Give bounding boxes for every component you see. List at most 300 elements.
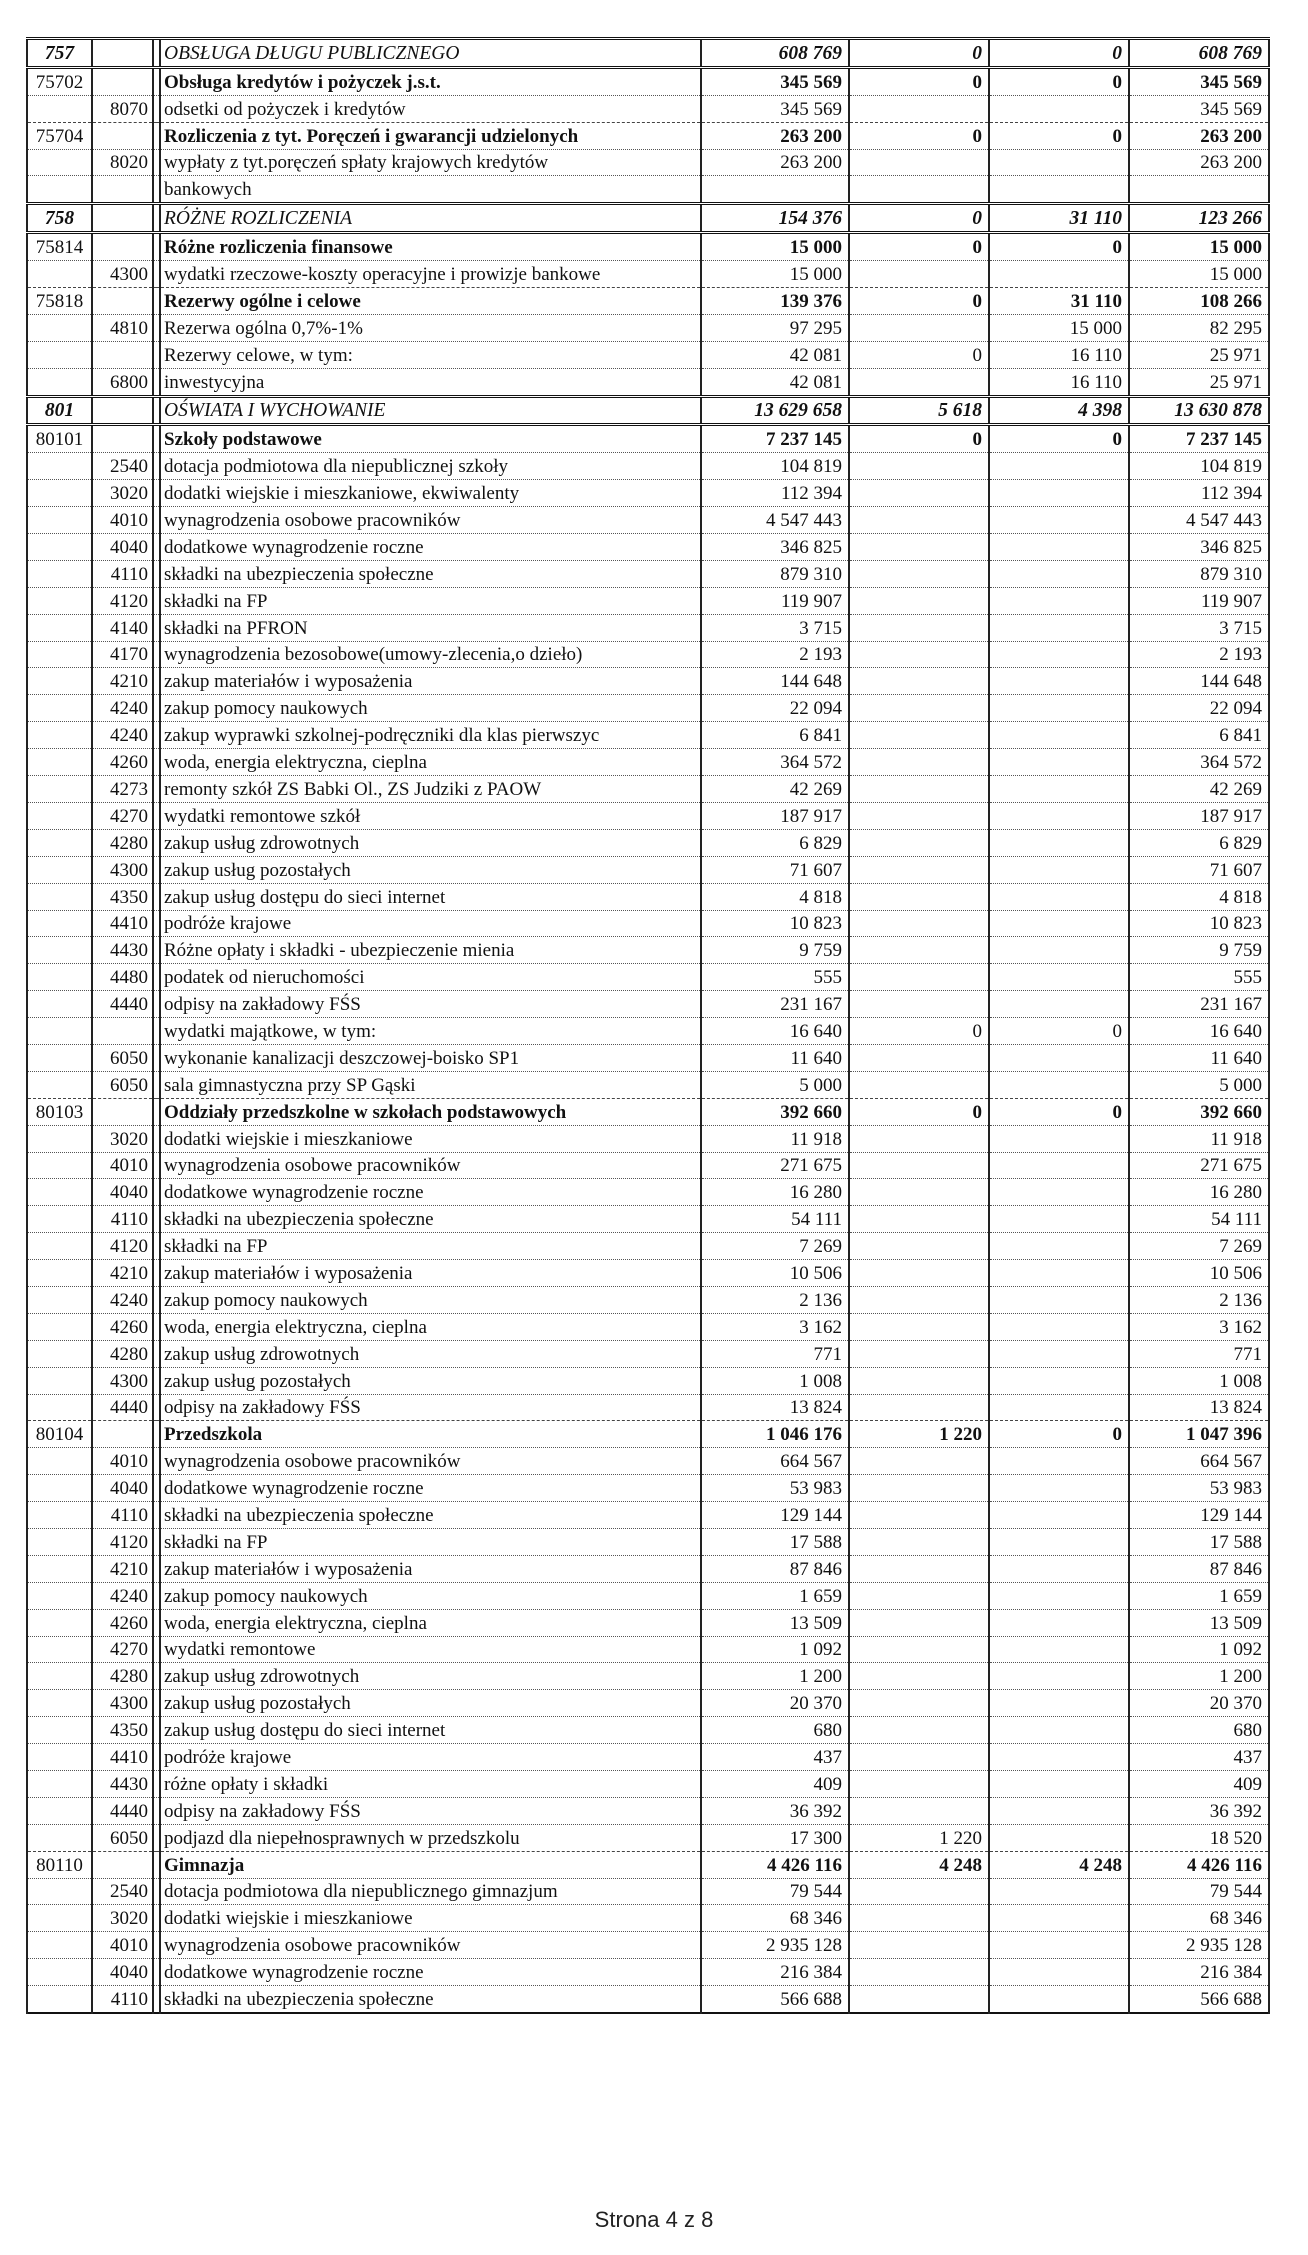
chapter-code — [27, 149, 92, 176]
paragraph-code: 4210 — [92, 668, 153, 695]
chapter-code — [27, 1125, 92, 1152]
plan-amount: 5 000 — [701, 1071, 849, 1098]
plan-amount: 119 907 — [701, 587, 849, 614]
increase-amount — [849, 176, 989, 204]
paragraph-code: 4110 — [92, 1206, 153, 1233]
decrease-amount — [989, 614, 1129, 641]
decrease-amount — [989, 453, 1129, 480]
paragraph-code: 6800 — [92, 368, 153, 396]
increase-amount — [849, 480, 989, 507]
column-divider — [153, 1528, 160, 1555]
paragraph-code — [92, 233, 153, 261]
plan-amount: 112 394 — [701, 480, 849, 507]
column-divider — [153, 425, 160, 453]
paragraph-code: 4040 — [92, 1959, 153, 1986]
increase-amount — [849, 1609, 989, 1636]
amount-after-changes: 187 917 — [1129, 802, 1269, 829]
item-name: odpisy na zakładowy FŚS — [160, 991, 701, 1018]
plan-amount: 566 688 — [701, 1986, 849, 2013]
chapter-code — [27, 261, 92, 288]
item-name: Rezerwy ogólne i celowe — [160, 288, 701, 315]
chapter-code — [27, 480, 92, 507]
amount-after-changes: 263 200 — [1129, 149, 1269, 176]
column-divider — [153, 1018, 160, 1045]
paragraph-code: 4350 — [92, 1717, 153, 1744]
amount-after-changes: 231 167 — [1129, 991, 1269, 1018]
amount-after-changes: 9 759 — [1129, 937, 1269, 964]
increase-amount — [849, 695, 989, 722]
chapter-code — [27, 1717, 92, 1744]
decrease-amount — [989, 910, 1129, 937]
item-name: Różne rozliczenia finansowe — [160, 233, 701, 261]
plan-amount: 187 917 — [701, 802, 849, 829]
decrease-amount — [989, 776, 1129, 803]
item-name: wynagrodzenia osobowe pracowników — [160, 1448, 701, 1475]
amount-after-changes: 271 675 — [1129, 1152, 1269, 1179]
column-divider — [153, 1313, 160, 1340]
plan-amount: 13 509 — [701, 1609, 849, 1636]
chapter-code — [27, 695, 92, 722]
paragraph-code: 4280 — [92, 829, 153, 856]
paragraph-code — [92, 39, 153, 68]
paragraph-code: 4260 — [92, 749, 153, 776]
decrease-amount — [989, 1233, 1129, 1260]
plan-amount: 10 506 — [701, 1260, 849, 1287]
decrease-amount: 0 — [989, 67, 1129, 95]
table-row — [27, 829, 1269, 856]
paragraph-code: 4430 — [92, 1771, 153, 1798]
column-divider — [153, 1125, 160, 1152]
table-row — [27, 1367, 1269, 1394]
chapter-row — [27, 122, 1269, 149]
item-name: różne opłaty i składki — [160, 1771, 701, 1798]
section-row — [27, 39, 1269, 68]
plan-amount: 79 544 — [701, 1878, 849, 1905]
item-name: zakup usług pozostałych — [160, 1690, 701, 1717]
chapter-code — [27, 1394, 92, 1421]
column-divider — [153, 1771, 160, 1798]
paragraph-code: 4273 — [92, 776, 153, 803]
chapter-code — [27, 95, 92, 122]
amount-after-changes: 20 370 — [1129, 1690, 1269, 1717]
increase-amount — [849, 1582, 989, 1609]
plan-amount: 17 300 — [701, 1824, 849, 1851]
chapter-code — [27, 1690, 92, 1717]
decrease-amount — [989, 1986, 1129, 2013]
increase-amount — [849, 1313, 989, 1340]
plan-amount: 42 269 — [701, 776, 849, 803]
decrease-amount — [989, 1717, 1129, 1744]
amount-after-changes: 4 547 443 — [1129, 507, 1269, 534]
chapter-code: 80103 — [27, 1098, 92, 1125]
plan-amount: 4 547 443 — [701, 507, 849, 534]
paragraph-code: 4300 — [92, 856, 153, 883]
chapter-code — [27, 1286, 92, 1313]
amount-after-changes: 10 506 — [1129, 1260, 1269, 1287]
table-row — [27, 1986, 1269, 2013]
chapter-code — [27, 1663, 92, 1690]
column-divider — [153, 1502, 160, 1529]
decrease-amount — [989, 964, 1129, 991]
chapter-code — [27, 1609, 92, 1636]
paragraph-code — [92, 67, 153, 95]
table-row — [27, 722, 1269, 749]
paragraph-code: 4270 — [92, 802, 153, 829]
chapter-code — [27, 368, 92, 396]
chapter-code — [27, 937, 92, 964]
paragraph-code: 4440 — [92, 1797, 153, 1824]
table-row — [27, 176, 1269, 204]
amount-after-changes: 144 648 — [1129, 668, 1269, 695]
amount-after-changes: 13 824 — [1129, 1394, 1269, 1421]
chapter-code — [27, 1771, 92, 1798]
plan-amount — [701, 176, 849, 204]
item-name: inwestycyjna — [160, 368, 701, 396]
column-divider — [153, 1448, 160, 1475]
plan-amount: 54 111 — [701, 1206, 849, 1233]
decrease-amount — [989, 937, 1129, 964]
increase-amount: 0 — [849, 1018, 989, 1045]
increase-amount — [849, 1636, 989, 1663]
item-name: podatek od nieruchomości — [160, 964, 701, 991]
item-name: podjazd dla niepełnosprawnych w przedszkolu — [160, 1824, 701, 1851]
increase-amount — [849, 534, 989, 561]
amount-after-changes: 1 659 — [1129, 1582, 1269, 1609]
increase-amount — [849, 1986, 989, 2013]
plan-amount: 7 269 — [701, 1233, 849, 1260]
amount-after-changes: 54 111 — [1129, 1206, 1269, 1233]
paragraph-code: 6050 — [92, 1824, 153, 1851]
item-name: zakup pomocy naukowych — [160, 1286, 701, 1313]
item-name: Różne opłaty i składki - ubezpieczenie mienia — [160, 937, 701, 964]
chapter-code — [27, 1071, 92, 1098]
plan-amount: 154 376 — [701, 204, 849, 233]
chapter-code — [27, 883, 92, 910]
table-row — [27, 1663, 1269, 1690]
budget-table-body — [27, 39, 1269, 2014]
decrease-amount: 0 — [989, 122, 1129, 149]
increase-amount — [849, 95, 989, 122]
table-row — [27, 1878, 1269, 1905]
decrease-amount — [989, 1394, 1129, 1421]
plan-amount: 13 824 — [701, 1394, 849, 1421]
column-divider — [153, 749, 160, 776]
chapter-code — [27, 910, 92, 937]
chapter-code — [27, 1959, 92, 1986]
decrease-amount: 0 — [989, 233, 1129, 261]
column-divider — [153, 614, 160, 641]
column-divider — [153, 261, 160, 288]
decrease-amount — [989, 1313, 1129, 1340]
plan-amount: 53 983 — [701, 1475, 849, 1502]
table-row — [27, 695, 1269, 722]
amount-after-changes: 1 008 — [1129, 1367, 1269, 1394]
paragraph-code: 4280 — [92, 1663, 153, 1690]
plan-amount: 555 — [701, 964, 849, 991]
table-row — [27, 1313, 1269, 1340]
plan-amount: 15 000 — [701, 233, 849, 261]
increase-amount — [849, 1905, 989, 1932]
chapter-code — [27, 534, 92, 561]
column-divider — [153, 991, 160, 1018]
item-name: odpisy na zakładowy FŚS — [160, 1394, 701, 1421]
item-name: dotacja podmiotowa dla niepublicznego gimnazjum — [160, 1878, 701, 1905]
increase-amount — [849, 964, 989, 991]
amount-after-changes: 4 426 116 — [1129, 1851, 1269, 1878]
table-row — [27, 668, 1269, 695]
column-divider — [153, 1959, 160, 1986]
amount-after-changes: 13 630 878 — [1129, 396, 1269, 425]
plan-amount: 263 200 — [701, 149, 849, 176]
paragraph-code: 4300 — [92, 1690, 153, 1717]
paragraph-code: 4810 — [92, 314, 153, 341]
paragraph-code — [92, 122, 153, 149]
decrease-amount — [989, 1690, 1129, 1717]
increase-amount — [849, 587, 989, 614]
decrease-amount — [989, 1071, 1129, 1098]
column-divider — [153, 1932, 160, 1959]
increase-amount — [849, 991, 989, 1018]
plan-amount: 231 167 — [701, 991, 849, 1018]
plan-amount: 346 825 — [701, 534, 849, 561]
paragraph-code: 4480 — [92, 964, 153, 991]
table-row — [27, 802, 1269, 829]
paragraph-code: 4430 — [92, 937, 153, 964]
plan-amount: 42 081 — [701, 368, 849, 396]
amount-after-changes: 345 569 — [1129, 95, 1269, 122]
decrease-amount: 0 — [989, 1098, 1129, 1125]
paragraph-code — [92, 1421, 153, 1448]
amount-after-changes: 566 688 — [1129, 1986, 1269, 2013]
paragraph-code: 4110 — [92, 560, 153, 587]
increase-amount: 5 618 — [849, 396, 989, 425]
chapter-code — [27, 1179, 92, 1206]
amount-after-changes: 1 092 — [1129, 1636, 1269, 1663]
increase-amount — [849, 1206, 989, 1233]
amount-after-changes: 7 269 — [1129, 1233, 1269, 1260]
plan-amount: 3 162 — [701, 1313, 849, 1340]
amount-after-changes: 123 266 — [1129, 204, 1269, 233]
table-row — [27, 1071, 1269, 1098]
chapter-code — [27, 829, 92, 856]
column-divider — [153, 1663, 160, 1690]
table-row — [27, 1152, 1269, 1179]
amount-after-changes: 15 000 — [1129, 261, 1269, 288]
paragraph-code — [92, 1018, 153, 1045]
plan-amount: 680 — [701, 1717, 849, 1744]
table-row — [27, 1340, 1269, 1367]
increase-amount: 0 — [849, 39, 989, 68]
chapter-code — [27, 314, 92, 341]
increase-amount — [849, 1044, 989, 1071]
column-divider — [153, 1744, 160, 1771]
decrease-amount — [989, 641, 1129, 668]
chapter-code — [27, 1986, 92, 2013]
column-divider — [153, 507, 160, 534]
increase-amount — [849, 668, 989, 695]
decrease-amount — [989, 1555, 1129, 1582]
increase-amount — [849, 1367, 989, 1394]
item-name: zakup pomocy naukowych — [160, 695, 701, 722]
table-row — [27, 1797, 1269, 1824]
plan-amount: 97 295 — [701, 314, 849, 341]
chapter-row — [27, 1421, 1269, 1448]
item-name: wynagrodzenia bezosobowe(umowy-zlecenia,o dzieło) — [160, 641, 701, 668]
chapter-code — [27, 1152, 92, 1179]
decrease-amount — [989, 1878, 1129, 1905]
item-name: Szkoły podstawowe — [160, 425, 701, 453]
amount-after-changes: 216 384 — [1129, 1959, 1269, 1986]
amount-after-changes: 22 094 — [1129, 695, 1269, 722]
item-name: wynagrodzenia osobowe pracowników — [160, 507, 701, 534]
amount-after-changes: 53 983 — [1129, 1475, 1269, 1502]
chapter-code — [27, 1636, 92, 1663]
plan-amount: 87 846 — [701, 1555, 849, 1582]
decrease-amount — [989, 1663, 1129, 1690]
decrease-amount — [989, 722, 1129, 749]
chapter-code: 80104 — [27, 1421, 92, 1448]
plan-amount: 4 426 116 — [701, 1851, 849, 1878]
table-row — [27, 1771, 1269, 1798]
item-name: Obsługa kredytów i pożyczek j.s.t. — [160, 67, 701, 95]
increase-amount: 0 — [849, 204, 989, 233]
plan-amount: 437 — [701, 1744, 849, 1771]
decrease-amount: 31 110 — [989, 288, 1129, 315]
increase-amount — [849, 1448, 989, 1475]
item-name: dodatkowe wynagrodzenie roczne — [160, 1179, 701, 1206]
table-row — [27, 964, 1269, 991]
item-name: woda, energia elektryczna, cieplna — [160, 1313, 701, 1340]
column-divider — [153, 641, 160, 668]
column-divider — [153, 288, 160, 315]
table-row — [27, 1125, 1269, 1152]
paragraph-code: 4040 — [92, 1179, 153, 1206]
table-row — [27, 1394, 1269, 1421]
chapter-code — [27, 1233, 92, 1260]
item-name: dodatkowe wynagrodzenie roczne — [160, 534, 701, 561]
increase-amount — [849, 1555, 989, 1582]
paragraph-code: 4300 — [92, 1367, 153, 1394]
increase-amount — [849, 776, 989, 803]
item-name: bankowych — [160, 176, 701, 204]
table-row — [27, 1286, 1269, 1313]
amount-after-changes: 119 907 — [1129, 587, 1269, 614]
decrease-amount — [989, 1260, 1129, 1287]
plan-amount: 1 659 — [701, 1582, 849, 1609]
amount-after-changes: 6 829 — [1129, 829, 1269, 856]
item-name: wydatki remontowe szkół — [160, 802, 701, 829]
chapter-code: 75814 — [27, 233, 92, 261]
paragraph-code: 4350 — [92, 883, 153, 910]
amount-after-changes: 608 769 — [1129, 39, 1269, 68]
chapter-code: 75702 — [27, 67, 92, 95]
column-divider — [153, 534, 160, 561]
table-row — [27, 149, 1269, 176]
column-divider — [153, 396, 160, 425]
column-divider — [153, 802, 160, 829]
table-row — [27, 776, 1269, 803]
chapter-code — [27, 176, 92, 204]
decrease-amount — [989, 1824, 1129, 1851]
decrease-amount — [989, 1905, 1129, 1932]
amount-after-changes: 680 — [1129, 1717, 1269, 1744]
table-row — [27, 480, 1269, 507]
paragraph-code: 4010 — [92, 1448, 153, 1475]
column-divider — [153, 1260, 160, 1287]
increase-amount — [849, 1260, 989, 1287]
table-row — [27, 1555, 1269, 1582]
chapter-code: 75704 — [27, 122, 92, 149]
increase-amount — [849, 1179, 989, 1206]
paragraph-code: 4410 — [92, 1744, 153, 1771]
chapter-code — [27, 587, 92, 614]
chapter-code — [27, 802, 92, 829]
plan-amount: 9 759 — [701, 937, 849, 964]
decrease-amount — [989, 749, 1129, 776]
increase-amount — [849, 507, 989, 534]
amount-after-changes: 25 971 — [1129, 368, 1269, 396]
table-row — [27, 1824, 1269, 1851]
item-name: składki na ubezpieczenia społeczne — [160, 1206, 701, 1233]
column-divider — [153, 1797, 160, 1824]
item-name: zakup usług zdrowotnych — [160, 829, 701, 856]
chapter-row — [27, 67, 1269, 95]
amount-after-changes: 2 935 128 — [1129, 1932, 1269, 1959]
paragraph-code — [92, 204, 153, 233]
item-name: odpisy na zakładowy FŚS — [160, 1797, 701, 1824]
increase-amount — [849, 1125, 989, 1152]
column-divider — [153, 204, 160, 233]
paragraph-code: 6050 — [92, 1044, 153, 1071]
increase-amount: 4 248 — [849, 1851, 989, 1878]
paragraph-code: 4120 — [92, 1528, 153, 1555]
paragraph-code: 4140 — [92, 614, 153, 641]
item-name: wydatki majątkowe, w tym: — [160, 1018, 701, 1045]
increase-amount — [849, 1071, 989, 1098]
paragraph-code: 3020 — [92, 480, 153, 507]
item-name: woda, energia elektryczna, cieplna — [160, 749, 701, 776]
paragraph-code — [92, 1851, 153, 1878]
item-name: wynagrodzenia osobowe pracowników — [160, 1932, 701, 1959]
increase-amount — [849, 856, 989, 883]
paragraph-code: 4210 — [92, 1555, 153, 1582]
table-row — [27, 368, 1269, 396]
paragraph-code: 4010 — [92, 1152, 153, 1179]
chapter-code — [27, 722, 92, 749]
column-divider — [153, 314, 160, 341]
amount-after-changes: 879 310 — [1129, 560, 1269, 587]
decrease-amount — [989, 1475, 1129, 1502]
paragraph-code — [92, 288, 153, 315]
table-row — [27, 560, 1269, 587]
plan-amount: 2 935 128 — [701, 1932, 849, 1959]
decrease-amount — [989, 480, 1129, 507]
item-name: remonty szkół ZS Babki Ol., ZS Judziki z PAOW — [160, 776, 701, 803]
chapter-code — [27, 668, 92, 695]
column-divider — [153, 695, 160, 722]
decrease-amount — [989, 1125, 1129, 1152]
item-name: zakup usług dostępu do sieci internet — [160, 883, 701, 910]
chapter-code — [27, 1313, 92, 1340]
plan-amount: 11 918 — [701, 1125, 849, 1152]
decrease-amount — [989, 1152, 1129, 1179]
increase-amount — [849, 883, 989, 910]
decrease-amount — [989, 149, 1129, 176]
item-name: zakup materiałów i wyposażenia — [160, 668, 701, 695]
decrease-amount — [989, 829, 1129, 856]
chapter-row — [27, 1098, 1269, 1125]
amount-after-changes: 409 — [1129, 1771, 1269, 1798]
